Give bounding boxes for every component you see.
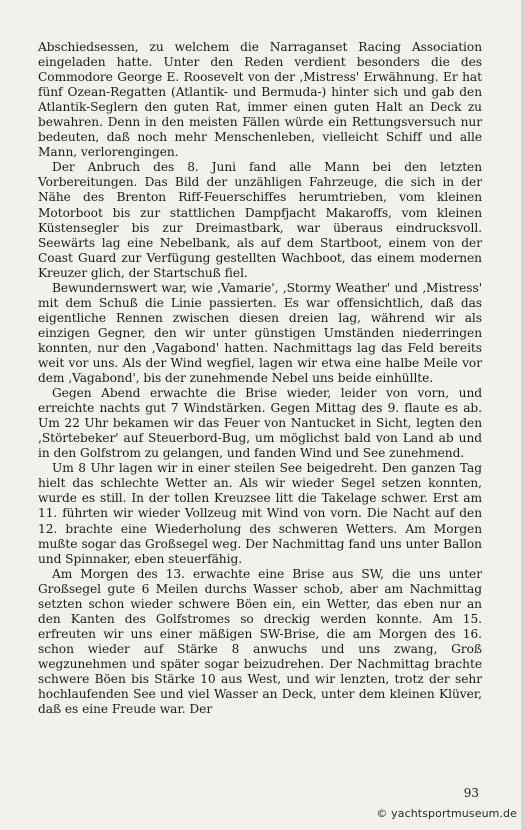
paragraph-4: Gegen Abend erwachte die Brise wieder, leider von vorn, und erreichte nachts gut 7 Windstärken. Gegen Mittag des 9. flaute es ab. Um 22 Uhr bekamen wir das Feuer von Nantucket in Sicht, legten den ‚Störtebeker' auf Steuerbord-Bug, um möglichst bald von Land ab und in den Golfstrom zu gelangen, und fanden Wind und See zunehmend. (38, 386, 482, 461)
body-text (38, 40, 482, 717)
paragraph-1: Abschiedsessen, zu welchem die Narraganset Racing Association eingeladen hatte. Unter den Reden verdient besonders die des Commodore George E. Roosevelt von der ‚Mistress' Erwähnung. Er hat fünf Ozean-Regatten (Atlantik- und Bermuda-) hinter sich und gab den Atlantik-Seglern den guten Rat, immer einen guten Halt an Deck zu bewahren. Denn in den meisten Fällen würde ein Rettungsversuch nur bedeuten, daß noch mehr Menschenleben, vielleicht Schiff und alle Mann, verlorengingen. (38, 40, 482, 160)
paragraph-3: Bewundernswert war, wie ‚Vamarie', ‚Stormy Weather' und ‚Mistress' mit dem Schuß die Linie passierten. Es war offensichtlich, daß das eigentliche Rennen zwischen diesen dreien lag, während wir als einzigen Gegner, den wir unter günstigen Umständen niederringen konnten, nur den ‚Vagabond' hatten. Nachmittags lag das Feld bereits weit vor uns. Als der Wind wegfiel, lagen wir etwa eine halbe Meile vor dem ‚Vagabond', bis der zunehmende Nebel uns beide einhüllte. (38, 280, 482, 386)
copyright-watermark: © yachtsportmuseum.de (376, 807, 517, 820)
paragraph-5: Um 8 Uhr lagen wir in einer steilen See beigedreht. Den ganzen Tag hielt das schlechte Wetter an. Als wir wieder Segel setzen konnten, wurde es still. In der tollen Kreuzsee litt die Takelage schwer. Erst am 11. führten wir wieder Vollzeug mit Wind von vorn. Die Nacht auf den 12. brachte eine Wiederholung des schweren Wetters. Am Morgen mußte sogar das Großsegel weg. Der Nachmittag fand uns unter Ballon und Spinnaker, eben steuerfähig. (38, 461, 482, 566)
paragraph-6: Am Morgen des 13. erwachte eine Brise aus SW, die uns unter Großsegel gute 6 Meilen durchs Wasser schob, aber am Nachmittag setzten schon wieder schwere Böen ein, ein Wetter, das eben nur an den Kanten des Golfstromes so dreckig werden konnte. Am 15. erfreuten wir uns einer mäßigen SW-Brise, die am Morgen des 16. schon wieder auf Stärke 8 anwuchs und uns zwang, Groß wegzunehmen und später sogar beizudrehen. Der Nachmittag brachte schwere Böen bis Stärke 10 aus West, und wir lenzten, trotz der sehr hochlaufenden See und viel Wasser an Deck, unter dem kleinen Klüver, daß es eine Freude war. Der (38, 566, 482, 717)
page-number: 93 (463, 786, 479, 800)
paragraph-2: Der Anbruch des 8. Juni fand alle Mann bei den letzten Vorbereitungen. Das Bild der unzähligen Fahrzeuge, die sich in der Nähe des Brenton Riff-Feuerschiffes herumtrieben, vom kleinen Motorboot bis zur stattlichen Dampfjacht Makaroffs, vom kleinen Küstensegler bis zur Dreimastbark, war überaus eindrucksvoll. Seewärts lag eine Nebelbank, als auf dem Startboot, einem von der Coast Guard zur Verfügung gestellten Wachboot, das einem modernen Kreuzer glich, der Startschuß fiel. (38, 160, 482, 280)
scan-edge (521, 0, 525, 830)
